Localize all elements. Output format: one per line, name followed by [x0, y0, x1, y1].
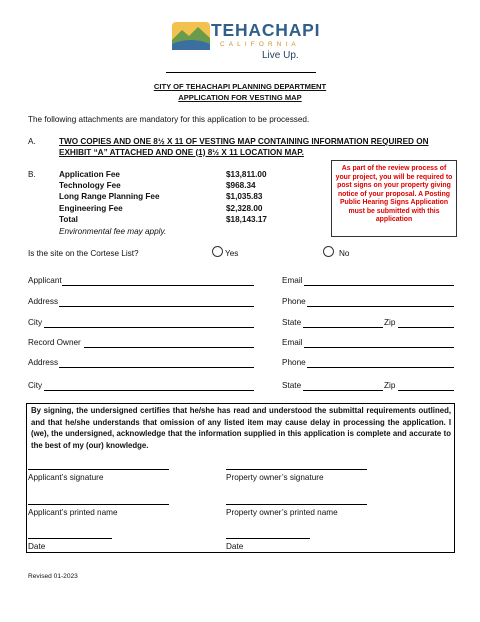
phone-field[interactable] — [307, 306, 454, 307]
applicant-printed-name-field[interactable] — [28, 504, 169, 505]
owner-state-label: State — [282, 381, 302, 390]
address-field[interactable] — [59, 306, 254, 307]
owner-printed-name-label: Property owner’s printed name — [226, 508, 338, 517]
owner-state-field[interactable] — [303, 390, 383, 391]
owner-address-label: Address — [28, 358, 59, 367]
fee-total-amount: $18,143.17 — [226, 215, 267, 224]
owner-city-label: City — [28, 381, 43, 390]
email-label: Email — [282, 276, 303, 285]
cortese-yes-radio[interactable] — [212, 246, 223, 257]
owner-signature-field[interactable] — [226, 469, 367, 470]
owner-address-field[interactable] — [59, 367, 254, 368]
logo-title: TEHACHAPI — [211, 20, 321, 40]
record-owner-label: Record Owner — [28, 338, 81, 347]
city-field[interactable] — [44, 327, 254, 328]
owner-date-field[interactable] — [226, 538, 310, 539]
phone-label: Phone — [282, 297, 306, 306]
application-title: APPLICATION FOR VESTING MAP — [178, 93, 302, 102]
applicant-date-field[interactable] — [28, 538, 112, 539]
certification-text: By signing, the undersigned certifies that he/she has read and understood the submittal requirements outlined, and that he/she understands that omission of any listed item may cause delay in processing the application. I (we), the undersigned, acknowledge that the information supplied in this application is complete and accurate to the best of my (our) knowledge. — [31, 406, 451, 450]
header-rule — [166, 72, 316, 73]
owner-zip-label: Zip — [384, 381, 396, 390]
cortese-question: Is the site on the Cortese List? — [28, 249, 139, 258]
tehachapi-logo-icon — [172, 22, 210, 50]
applicant-signature-label: Applicant’s signature — [28, 473, 104, 482]
fee-name: Application Fee — [59, 170, 120, 179]
fee-name: Technology Fee — [59, 181, 121, 190]
owner-email-label: Email — [282, 338, 303, 347]
revision-date: Revised 01-2023 — [28, 573, 78, 580]
owner-zip-field[interactable] — [398, 390, 454, 391]
fee-amount: $968.34 — [226, 181, 256, 190]
address-label: Address — [28, 297, 59, 306]
applicant-field[interactable] — [62, 285, 254, 286]
applicant-signature-field[interactable] — [28, 469, 169, 470]
owner-printed-name-field[interactable] — [226, 504, 367, 505]
cortese-no-radio[interactable] — [323, 246, 334, 257]
state-label: State — [282, 318, 302, 327]
fee-amount: $1,035.83 — [226, 192, 263, 201]
item-a-label: A. — [28, 137, 36, 146]
cortese-yes-label: Yes — [225, 249, 239, 258]
record-owner-field[interactable] — [84, 347, 254, 348]
item-b-label: B. — [28, 170, 36, 179]
applicant-printed-name-label: Applicant’s printed name — [28, 508, 118, 517]
intro-text: The following attachments are mandatory for this application to be processed. — [28, 115, 310, 124]
fee-total-label: Total — [59, 215, 78, 224]
owner-city-field[interactable] — [44, 390, 254, 391]
department-title: CITY OF TEHACHAPI PLANNING DEPARTMENT — [153, 82, 327, 91]
zip-field[interactable] — [398, 327, 454, 328]
state-field[interactable] — [303, 327, 383, 328]
fee-amount: $13,811.00 — [226, 170, 267, 179]
environmental-fee-note: Environmental fee may apply. — [59, 227, 167, 236]
fee-name: Engineering Fee — [59, 204, 123, 213]
logo-subtitle: CALIFORNIA — [220, 41, 300, 48]
owner-phone-label: Phone — [282, 358, 306, 367]
city-label: City — [28, 318, 43, 327]
owner-date-label: Date — [226, 542, 244, 551]
owner-email-field[interactable] — [304, 347, 454, 348]
cortese-no-label: No — [339, 249, 350, 258]
posting-signs-notice: As part of the review process of your project, you will be required to post signs on your property giving notice of your proposal. A Posting Public Hearing Signs Application must be submitted with this application — [331, 160, 457, 237]
fee-name: Long Range Planning Fee — [59, 192, 160, 201]
zip-label: Zip — [384, 318, 396, 327]
applicant-date-label: Date — [28, 542, 46, 551]
owner-signature-label: Property owner’s signature — [226, 473, 324, 482]
fee-amount: $2,328.00 — [226, 204, 263, 213]
item-a-text: TWO COPIES AND ONE 8½ X 11 OF VESTING MAP CONTAINING INFORMATION REQUIRED ON EXHIBIT “A” ATTACHED AND ONE (1) 8½ X 11 LOCATION MAP. — [59, 137, 429, 157]
logo-tagline: Live Up. — [262, 50, 299, 61]
applicant-label: Applicant — [28, 276, 62, 285]
owner-phone-field[interactable] — [307, 367, 454, 368]
email-field[interactable] — [304, 285, 454, 286]
